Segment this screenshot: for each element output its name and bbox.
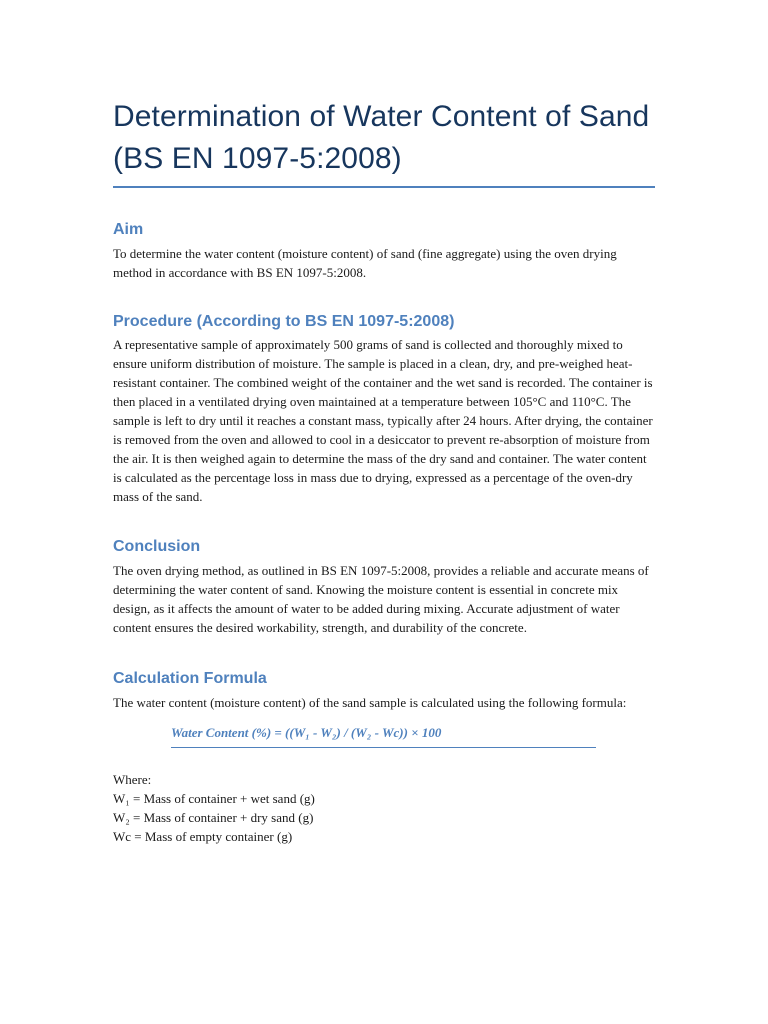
document-page (113, 0, 655, 1024)
formula-section (113, 668, 655, 846)
where-label: Where: (113, 772, 152, 787)
definition-w2: W₂ = Mass of container + dry sand (g) (113, 810, 314, 825)
formula-block (171, 724, 596, 748)
definition-wc: Wc = Mass of empty container (g) (113, 829, 293, 844)
document-title: Determination of Water Content of Sand (BS EN 1097-5:2008) (113, 100, 650, 175)
definitions-list (113, 770, 655, 846)
formula-intro: The water content (moisture content) of the sand sample is calculated using the following formula: (113, 695, 627, 710)
conclusion-body: The oven drying method, as outlined in BS EN 1097-5:2008, provides a reliable and accurate means of determining the water content of sand. Knowing the moisture content is essential in concrete mix design, as it affects the amount of water to be added during mixing. Accurate adjustment of water content ensures the desired workability, strength, and durability of the concrete. (113, 563, 649, 635)
procedure-heading: Procedure (According to BS EN 1097-5:2008) (113, 313, 455, 330)
aim-section (113, 219, 655, 282)
procedure-body: A representative sample of approximately 500 grams of sand is collected and thoroughly mixed to ensure uniform distribution of moisture. The sample is placed in a clean, dry, and pre-weighed heat-resistant container. The combined weight of the container and the wet sand is recorded. The container is then placed in a ventilated drying oven maintained at a temperature between 105°C and 110°C. The sample is left to dry until it reaches a constant mass, typically after 24 hours. After drying, the container is removed from the oven and allowed to cool in a desiccator to prevent re-absorption of moisture from the air. It is then weighed again to determine the mass of the dry sand and container. The water content is calculated as the percentage loss in mass due to drying, expressed as a percentage of the oven-dry mass of the sand. (113, 337, 653, 504)
title-underline (113, 186, 655, 188)
procedure-section (113, 311, 655, 506)
definition-w1: W₁ = Mass of container + wet sand (g) (113, 791, 315, 806)
aim-heading: Aim (113, 221, 144, 238)
conclusion-section (113, 536, 655, 637)
formula-heading: Calculation Formula (113, 670, 267, 687)
conclusion-heading: Conclusion (113, 538, 201, 555)
formula-expression: Water Content (%) = ((W₁ - W₂) / (W₂ - Wc)) × 100 (171, 725, 442, 740)
aim-body: To determine the water content (moisture content) of sand (fine aggregate) using the oven drying method in accordance with BS EN 1097-5:2008. (113, 246, 617, 280)
